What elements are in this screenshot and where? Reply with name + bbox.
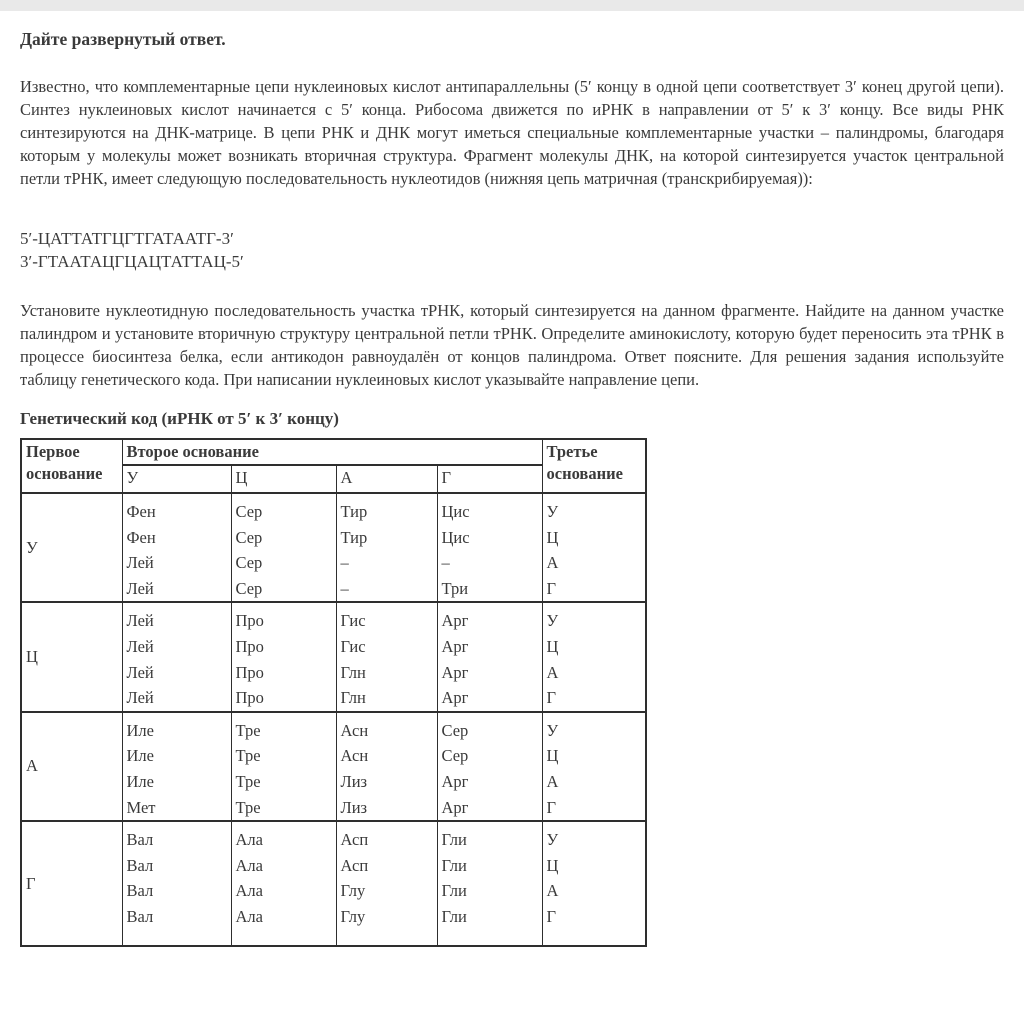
codon-cell: Асн Асн Лиз Лиз (336, 712, 437, 821)
codon-cell: Фен Фен Лей Лей (122, 493, 231, 602)
codon-cell: Сер Сер Арг Арг (437, 712, 542, 821)
header-second-base-u: У (122, 465, 231, 493)
header-third-base: Третье основание (542, 439, 646, 493)
header-second-base: Второе основание (122, 439, 542, 465)
codon-cell: Сер Сер Сер Сер (231, 493, 336, 602)
codon-cell: Гис Гис Глн Глн (336, 602, 437, 711)
third-base-cell: У Ц А Г (542, 712, 646, 821)
first-base-cell: Ц (21, 602, 122, 711)
table-header-row-1 (21, 439, 646, 465)
genetic-code-table-title: Генетический код (иРНК от 5′ к 3′ концу) (20, 409, 339, 428)
third-base-cell: У Ц А Г (542, 602, 646, 711)
third-base-cell: У Ц А Г (542, 821, 646, 946)
genetic-code-table (20, 438, 647, 947)
codon-cell: Цис Цис – Три (437, 493, 542, 602)
codon-cell: Ала Ала Ала Ала (231, 821, 336, 946)
header-second-base-c: Ц (231, 465, 336, 493)
dna-template-strand: 3′-ГТААТАЦГЦАЦТАТТАЦ-5′ (20, 252, 244, 271)
codon-cell: Про Про Про Про (231, 602, 336, 711)
table-row-u (21, 493, 646, 602)
codon-cell: Лей Лей Лей Лей (122, 602, 231, 711)
table-row-c (21, 602, 646, 711)
codon-cell: Тир Тир – – (336, 493, 437, 602)
task-intro-paragraph: Известно, что комплементарные цепи нуклеиновых кислот антипараллельны (5′ концу в одной цепи соответствует 3′ конец другой цепи). Синтез нуклеиновых кислот начинается с 5′ конца. Рибосома движется по иРНК в направлении от 5′ к 3′ концу. Все виды РНК синтезируются на ДНК-матрице. В цепи РНК и ДНК могут иметься специальные комплементарные участки – палиндромы, благодаря которым у молекулы может возникать вторичная структура. Фрагмент молекулы ДНК, на которой синтезируется участок центральной петли тРНК, имеет следующую последовательность нуклеотидов (нижняя цепь матричная (транскрибируемая)): (20, 77, 1004, 188)
third-base-cell: У Ц А Г (542, 493, 646, 602)
codon-cell: Тре Тре Тре Тре (231, 712, 336, 821)
first-base-cell: А (21, 712, 122, 821)
dna-coding-strand: 5′-ЦАТТАТГЦГТГАТААТГ-3′ (20, 229, 234, 248)
table-row-a (21, 712, 646, 821)
header-second-base-g: Г (437, 465, 542, 493)
task-heading: Дайте развернутый ответ. (20, 29, 226, 49)
codon-cell: Вал Вал Вал Вал (122, 821, 231, 946)
codon-cell: Арг Арг Арг Арг (437, 602, 542, 711)
dna-fragment-block (20, 227, 1004, 273)
first-base-cell: Г (21, 821, 122, 946)
codon-cell: Иле Иле Иле Мет (122, 712, 231, 821)
codon-cell: Гли Гли Гли Гли (437, 821, 542, 946)
codon-cell: Асп Асп Глу Глу (336, 821, 437, 946)
header-second-base-a: А (336, 465, 437, 493)
task-question-paragraph: Установите нуклеотидную последовательность участка тРНК, который синтезируется на данном фрагменте. Найдите на данном участке палиндром и установите вторичную структуру центральной петли тРНК. Определите аминокислоту, которую будет переносить эта тРНК в процессе биосинтеза белка, если антикодон равноудалён от концов палиндрома. Ответ поясните. Для решения задания используйте таблицу генетического кода. При написании нуклеиновых кислот указывайте направление цепи. (20, 301, 1004, 389)
table-row-g (21, 821, 646, 946)
task-document (0, 11, 1024, 947)
header-first-base: Первое основание (21, 439, 122, 493)
first-base-cell: У (21, 493, 122, 602)
page-top-bar (0, 0, 1024, 11)
